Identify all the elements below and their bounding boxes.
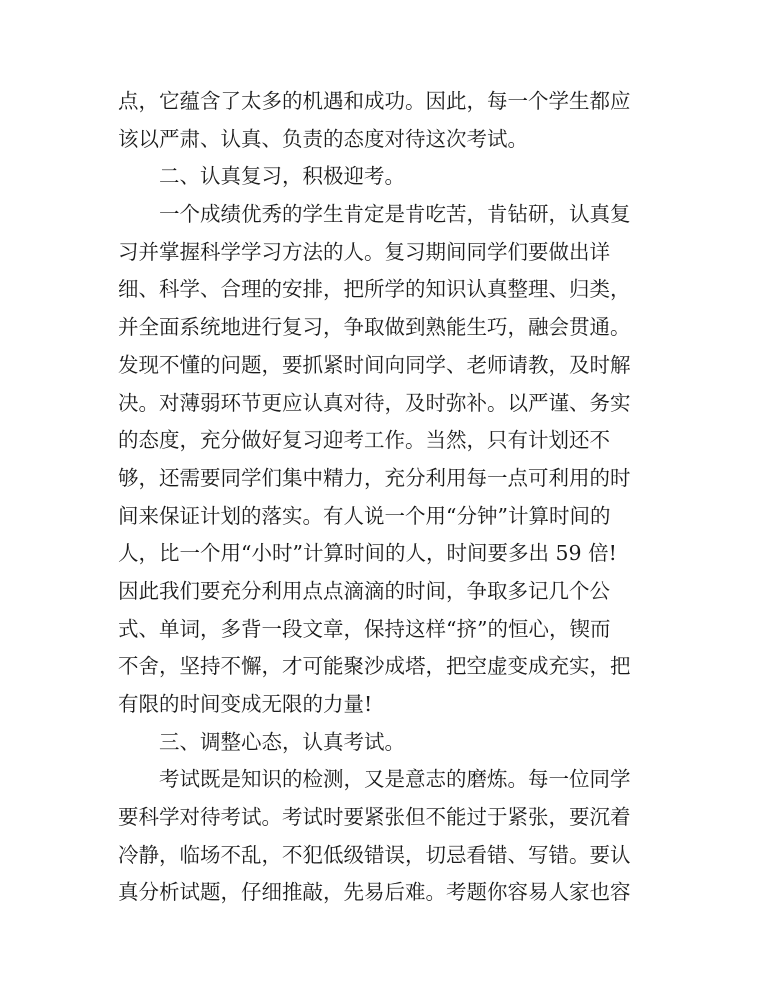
text-line: 该以严肃、认真、负责的态度对待这次考试。	[118, 126, 528, 151]
section-heading: 二、认真复习，积极迎考。	[159, 164, 405, 189]
text-line: 够，还需要同学们集中精力，充分利用每一点可利用的时	[118, 465, 631, 490]
text-line: 有限的时间变成无限的力量!	[118, 692, 373, 716]
text-line: 发现不懂的问题，要抓紧时间向同学、老师请教，及时解	[118, 352, 631, 377]
text-line: 决。对薄弱环节更应认真对待，及时弥补。以严谨、务实	[118, 390, 631, 415]
text-line: 一个成绩优秀的学生肯定是肯吃苦，肯钻研，认真复	[159, 202, 631, 227]
text-line: 习并掌握科学学习方法的人。复习期间同学们要做出详	[118, 239, 610, 264]
text-line: 要科学对待考试。考试时要紧张但不能过于紧张，要沉着	[118, 805, 631, 830]
text-line: 点，它蕴含了太多的机遇和成功。因此，每一个学生都应	[118, 89, 631, 113]
text-line: 因此我们要充分利用点点滴滴的时间，争取多记几个公	[118, 578, 610, 603]
text-line: 的态度，充分做好复习迎考工作。当然，只有计划还不	[118, 428, 610, 453]
text-line: 细、科学、合理的安排，把所学的知识认真整理、归类，	[118, 277, 631, 302]
text-line: 并全面系统地进行复习，争取做到熟能生巧，融会贯通。	[118, 315, 631, 340]
text-line: 真分析试题，仔细推敲，先易后难。考题你容易人家也容	[118, 880, 631, 905]
text-line: 冷静，临场不乱，不犯低级错误，切忌看错、写错。要认	[118, 842, 631, 867]
text-line: 间来保证计划的落实。有人说一个用“分钟”计算时间的	[118, 503, 611, 528]
text-line: 考试既是知识的检测，又是意志的磨炼。每一位同学	[159, 767, 631, 792]
text-line: 人，比一个用“小时”计算时间的人，时间要多出 59 倍!	[118, 541, 617, 566]
text-line: 式、单词，多背一段文章，保持这样“挤”的恒心，锲而	[118, 616, 611, 641]
section-heading: 三、调整心态，认真考试。	[159, 729, 405, 754]
text-line: 不舍，坚持不懈，才可能聚沙成塔，把空虚变成充实，把	[118, 654, 631, 679]
document-body	[118, 83, 658, 912]
